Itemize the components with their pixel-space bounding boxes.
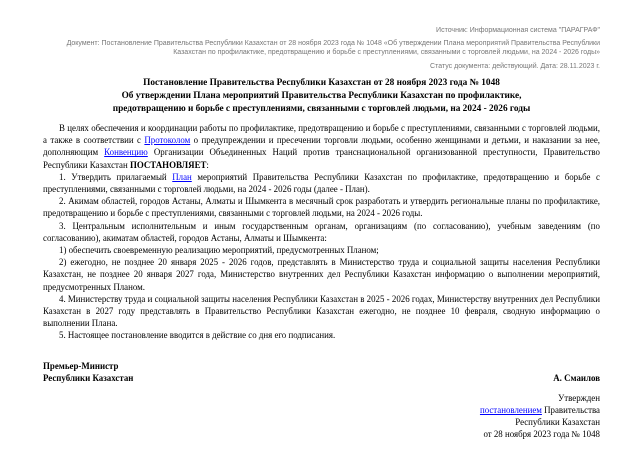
plan-link[interactable]: План <box>172 171 192 182</box>
text: мероприятий Правительства Республики Казахстан по профилактике, предотвращению и борьбе с преступлениями, связанными с торговлей людьми, на 2024 - 2026 годы (далее - План). <box>43 171 600 195</box>
status-line: Статус документа: действующий. Дата: 28.11.2023 г. <box>430 63 600 70</box>
title-line: Об утверждении Плана мероприятий Правительства Республики Казахстан по профилактике, <box>121 91 522 101</box>
signature-row <box>43 372 600 384</box>
approval-line: Республики Казахстан <box>515 416 600 427</box>
text: о предупреждении и пресечении торговли людьми, особенно женщинами и детьми, и наказании за нее, дополняющим <box>43 135 600 158</box>
signature-block <box>43 360 600 384</box>
text: В целях обеспечения и координации работы по профилактике, предотвращению и борьбе с преступлениями, связанными с торговлей людьми, а также в соответствии с <box>43 123 600 146</box>
signer-position: Премьер-Министр <box>43 360 119 371</box>
text: : <box>206 159 209 170</box>
paragraph-4: 4. Министерству труда и социальной защиты населения Республики Казахстан в 2025 - 2026 годах, Министерству внутренних дел Республики Казахстан в 2027 году представлять в Правительство Республики Казахстан ежегодно, не позднее 10 февраля, сводную информацию о выполнении Плана. <box>43 293 600 329</box>
protocol-link[interactable]: Протоколом <box>144 135 191 146</box>
paragraph-1 <box>43 171 600 195</box>
title-line: предотвращению и борьбе с преступлениями, связанными с торговлей людьми, на 2024 - 2026 годы <box>112 104 531 114</box>
approval-line: от 28 ноября 2023 года № 1048 <box>483 428 600 439</box>
paragraph-3-1: 1) обеспечить своевременную реализацию мероприятий, предусмотренных Планом; <box>59 245 379 256</box>
approval-block <box>43 392 600 440</box>
signer-name: А. Смаилов <box>553 372 600 383</box>
paragraph-3-2: 2) ежегодно, не позднее 20 января 2025 - 2026 годов, представлять в Министерство труда и социальной защиты населения Республики Казахстан, не позднее 20 января 2027 года, Министерство внутренних дел Республики Казахстан информацию о выполнении мероприятий, предусмотренных Планом. <box>43 257 600 292</box>
paragraph-5: 5. Настоящее постановление вводится в действие со дня его подписания. <box>59 330 336 341</box>
document-body <box>43 122 600 342</box>
approval-line: Утвержден <box>557 392 600 403</box>
resolves-text: ПОСТАНОВЛЯЕТ <box>129 159 207 170</box>
convention-link[interactable]: Конвенцию <box>104 147 148 158</box>
paragraph-2: 2. Акимам областей, городов Астаны, Алматы и Шымкента в месячный срок разработать и утвердить региональные планы по профилактике, предотвращению и борьбе с преступлениями, связанными с торговлей людьми, на 2024 - 2026 годы. <box>43 196 600 219</box>
text: Организации Объединенных Наций против транснациональной организованной преступности, Правительство Республики Казахстан <box>43 147 600 170</box>
source-line: Источник: Информационная система "ПАРАГРАФ" <box>436 27 600 34</box>
text: Правительства <box>541 404 600 415</box>
resolution-link[interactable]: постановлением <box>479 404 542 415</box>
approval-line <box>43 404 600 416</box>
paragraph-3: 3. Центральным исполнительным и иным государственным органам, организациям (по согласованию), учебным заведениям (по согласованию), акиматам областей, городов Астаны, Алматы и Шымкента: <box>43 220 600 243</box>
signer-position: Республики Казахстан <box>43 372 134 383</box>
preamble-paragraph <box>43 122 600 171</box>
text: 1. Утвердить прилагаемый <box>59 171 173 182</box>
document-line: Документ: Постановление Правительства Республики Казахстан от 28 ноября 2023 года № 1048 «Об утверждении Плана мероприятий Правительства Республики Казахстан по профилактике, предотвращению и борьбе с преступлениями, связанными с торговлей людьми, на 2024 - 2026 годы» <box>66 40 600 56</box>
title-line: Постановление Правительства Республики Казахстан от 28 ноября 2023 года № 1048 <box>143 78 500 88</box>
document-title <box>43 77 600 116</box>
